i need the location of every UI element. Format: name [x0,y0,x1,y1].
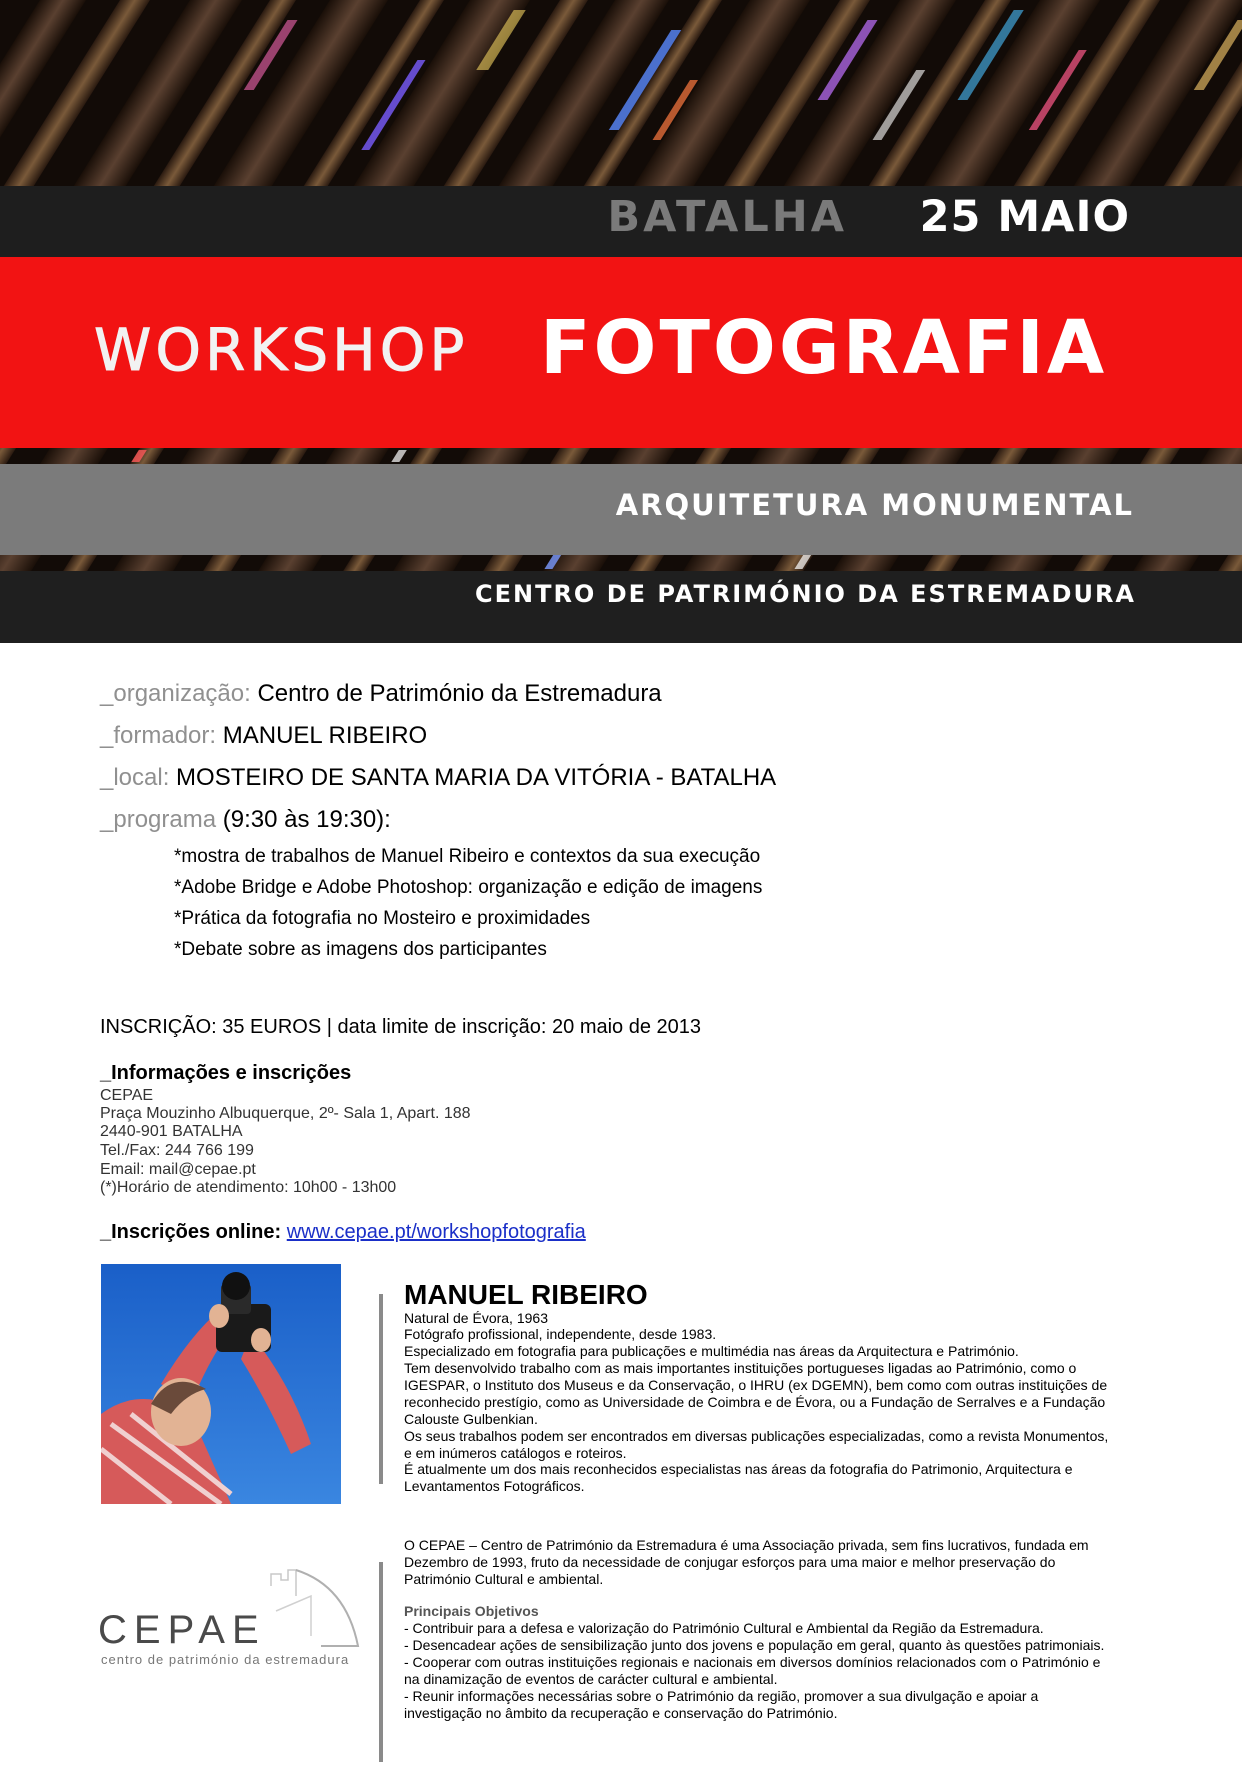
event-place: BATALHA [607,192,847,242]
formador-line [100,722,427,750]
formador-label: _formador: [100,722,217,749]
programa-item: *Debate sobre as imagens dos participantes [174,939,547,960]
workshop-topic: FOTOGRAFIA [540,305,1108,391]
programa-label: _programa [100,806,217,833]
programa-item: *Prática da fotografia no Mosteiro e proximidades [174,908,591,929]
online-registration-link[interactable]: www.cepae.pt/workshopfotografia [286,1221,586,1243]
bio-line: IGESPAR, o Instituto dos Museus e da Conservação, o IHRU (ex DGEMN), bem como com outras instituições de [404,1377,1108,1393]
cepae-divider [379,1562,383,1762]
registration-price: INSCRIÇÃO: 35 EUROS | data limite de inscrição: 20 maio de 2013 [100,1016,702,1038]
bio-line: Fotógrafo profissional, independente, desde 1983. [404,1326,717,1342]
programa-item: *Adobe Bridge e Adobe Photoshop: organização e edição de imagens [174,877,763,898]
goal-line: investigação no âmbito da recuperação e conservação do Património. [404,1705,838,1721]
goal-line: - Reunir informações necessárias sobre o Património da região, promover a sua divulgação e apoiar a [404,1688,1039,1704]
bio-line: Tem desenvolvido trabalho com as mais importantes instituições portugueses ligadas ao Património, como o [404,1360,1077,1376]
workshop-subtitle: ARQUITETURA MONUMENTAL [615,488,1134,522]
cepae-logo-subtitle: centro de património da estremadura [101,1652,350,1667]
organizer-name: CENTRO DE PATRIMÓNIO DA ESTREMADURA [474,580,1136,608]
header-banner [0,0,1242,643]
goal-line: - Desencadear ações de sensibilização junto dos jovens e população em geral, quanto às questões patrimoniais. [404,1637,1105,1653]
bio-divider [379,1294,383,1484]
bio-line: É atualmente um dos mais reconhecidos especialistas nas áreas da fotografia do Patrimonio, Arquitectura e [404,1461,1073,1477]
bio-line: Os seus trabalhos podem ser encontrados em diversas publicações especializadas, como a revista Monumentos, [404,1428,1109,1444]
local-line [100,764,776,792]
online-label: _Inscrições online: [100,1221,282,1243]
photographer-portrait [101,1264,341,1504]
cepae-logo-title: CEPAE [98,1608,266,1652]
bio-line: Natural de Évora, 1963 [404,1310,548,1326]
contact-line: Praça Mouzinho Albuquerque, 2º- Sala 1, Apart. 188 [100,1105,471,1122]
bio-name: MANUEL RIBEIRO [404,1279,648,1310]
goal-line: - Contribuir para a defesa e valorização do Património Cultural e Ambiental da Região da Estremadura. [404,1620,1044,1636]
about-line: Património Cultural e ambiental. [404,1571,604,1587]
goal-line: - Cooperar com outras instituições regionais e nacionais em diversos domínios relacionados com o Património e [404,1654,1101,1670]
info-heading: _Informações e inscrições [100,1062,352,1084]
contact-email: Email: mail@cepae.pt [100,1161,256,1178]
programa-item: *mostra de trabalhos de Manuel Ribeiro e contextos da sua execução [174,846,761,867]
bio-line: Levantamentos Fotográficos. [404,1478,585,1494]
bio-line: e em inúmeros catálogos e roteiros. [404,1445,627,1461]
contact-line: (*)Horário de atendimento: 10h00 - 13h00 [100,1179,397,1196]
contact-line: Tel./Fax: 244 766 199 [100,1142,254,1159]
workshop-word: WORKSHOP [94,316,469,384]
programa-value: (9:30 às 19:30): [222,806,391,833]
organizacao-line [100,680,662,708]
goal-line: na dinamização de eventos de carácter cultural e ambiental. [404,1671,778,1687]
contact-line: CEPAE [100,1087,154,1104]
event-date: 25 MAIO [919,192,1130,242]
local-value: MOSTEIRO DE SANTA MARIA DA VITÓRIA - BATALHA [176,764,777,791]
about-line: O CEPAE – Centro de Património da Estremadura é uma Associação privada, sem fins lucrativos, fundada em [404,1537,1089,1553]
organizacao-label: _organização: [100,680,251,707]
contact-line: 2440-901 BATALHA [100,1123,243,1140]
formador-value: MANUEL RIBEIRO [222,722,428,749]
bio-line: reconhecido prestígio, como as Universidade de Coimbra e de Évora, ou a Fundação de Serralves e a Fundação [404,1394,1106,1410]
programa-line [100,806,391,834]
online-registration [100,1221,586,1244]
about-line: Dezembro de 1993, fruto da necessidade de conjugar esforços para uma maior e melhor preservação do [404,1554,1056,1570]
bio-line: Especializado em fotografia para publicações e multimédia nas áreas da Arquitectura e Património. [404,1343,1019,1359]
goals-heading: Principais Objetivos [404,1603,539,1619]
bio-line: Calouste Gulbenkian. [404,1411,538,1427]
local-label: _local: [100,764,170,791]
organizacao-value: Centro de Património da Estremadura [257,680,662,707]
